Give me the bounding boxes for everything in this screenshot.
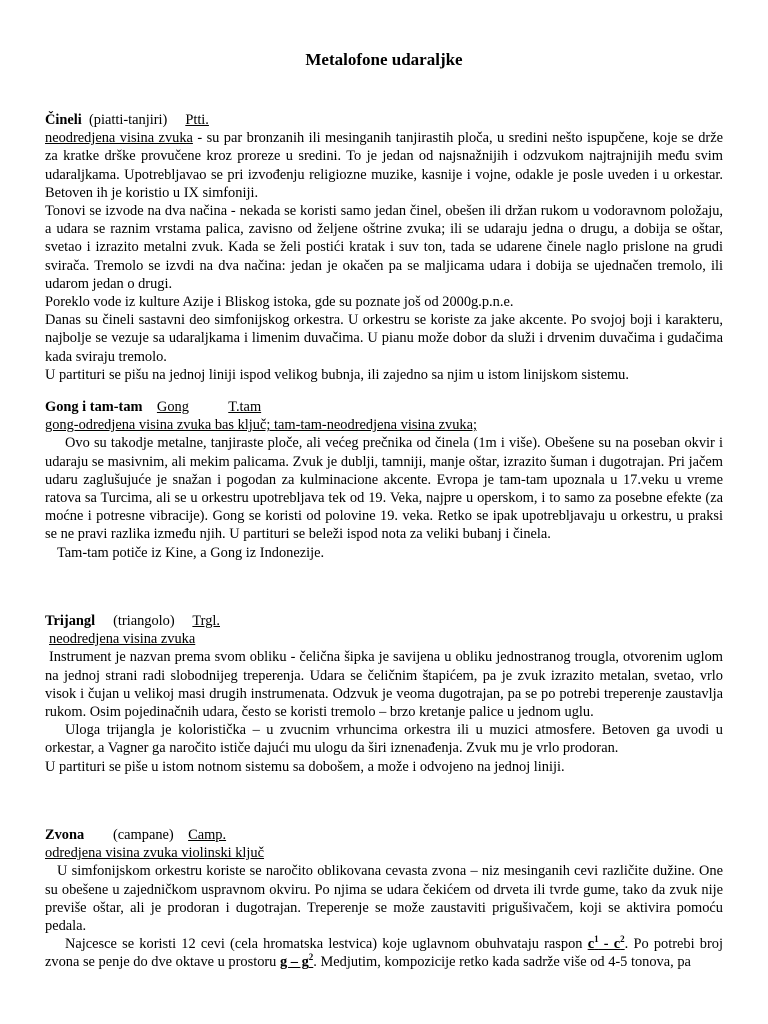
paragraph: neodredjena visina zvuka - su par bronzanih ili mesinganih tanjirastih ploča, u sredini nešto ispupčene, koje se drže za kratke drške provučene kroz proreze u sredini. To je jedan od najsnažnijih i odzvukom najtrajnijih među svim udaraljkama. Upotrebljavao se pri izvođenju religiozne muzike, kasnije i vojne, odakle je posle uveden i u orkestar. Betoven ih je koristio u IX simfoniji. — [45, 130, 723, 201]
section-heading — [45, 826, 723, 844]
section-abbreviation: Gong — [156, 399, 189, 415]
paragraph: U partituri se pišu na jednoj liniji ispod velikog bubnja, ili zajedno sa njim u istom linijskom sistemu. — [45, 366, 629, 383]
section-heading — [45, 398, 723, 416]
section-cineli — [45, 111, 723, 384]
range-from: $c^1 - c^2$ — [587, 934, 625, 953]
section-name: Gong i tam-tam — [45, 399, 143, 415]
paragraph: Uloga trijangla je koloristička – u zvucnim vrhuncima orkestra ili u muzici atmosfere. Betoven ga uvodi u orkestar, a Vagner ga naročito ističe dajući mu ulogu da širi iznenađenja. Zvuk mu je vrlo prodoran. — [45, 722, 723, 757]
section-heading — [45, 612, 723, 630]
page-title: Metalofone udaraljke — [305, 50, 463, 69]
section-abbreviation: Trgl. — [192, 613, 220, 629]
section-name: Trijangl — [45, 613, 96, 629]
section-name: Čineli — [45, 112, 82, 128]
section-gong-tamtam — [45, 398, 723, 562]
section-abbreviation: Camp. — [188, 827, 227, 843]
section-zvona — [45, 826, 723, 972]
paragraph: Najcesce se koristi 12 cevi (cela hromatska lestvica) koje uglavnom obuhvataju raspon $c^1 - c^2$. Po potrebi broj zvona se penje do dve oktave u prostoru g – $g^2$. Medjutim, kompozicije retko kada sadrže više od 4-5 tonova, pa — [45, 934, 723, 971]
pitch-note-line — [45, 630, 723, 648]
pitch-note: gong-odredjena visina zvuka bas ključ; tam-tam-neodredjena visina zvuka; — [45, 417, 477, 434]
paragraph: Danas su čineli sastavni deo simfonijskog orkestra. U orkestru se koriste za jake akcente. Po svojoj boji i karakteru, najbolje se vezuje sa udaraljkama i limenim duvačima. U pianu može dobor da služi i drvenim duvačima i gudačima kada sviraju tremolo. — [45, 312, 723, 365]
range-to: g – $g^2$ — [279, 952, 314, 971]
section-name: Zvona — [45, 827, 85, 843]
section-alt-name: (triangolo) — [113, 613, 175, 629]
section-alt-name: (campane) — [112, 827, 174, 843]
paragraph: Poreklo vode iz kulture Azije i Bliskog istoka, gde su poznate još od 2000g.p.n.e. — [45, 294, 514, 311]
section-alt-name: (piatti-tanjiri) — [88, 112, 168, 128]
paragraph: U partituri se piše u istom notnom sistemu sa dobošem, a može i odvojeno na jednoj liniji. — [45, 758, 565, 775]
pitch-note: neodredjena visina zvuka — [45, 130, 193, 147]
paragraph: Instrument je nazvan prema svom obliku - čelična šipka je savijena u obliku jednostranog trougla, otvorenim uglom na jednoj strani radi slobodnijeg treperenja. Udara se čeličnim štapićem, pa je zvuk izrazito metalan, svetao, vrlo visok i čujan u velikoj masi drugih instrumenata. Odzvuk je veoma dugotrajan, pa se po potrebi treperenje zaustavlja rukom. Osim pojedinačnih udara, često se koristi tremolo – brzo kretanje palice u jednom uglu. — [45, 649, 723, 721]
section-heading — [45, 111, 723, 129]
section-abbreviation: Ptti. — [185, 112, 209, 128]
section-abbreviation: T.tam — [228, 399, 262, 415]
section-trijangl — [45, 612, 723, 776]
paragraph: Ovo su takodje metalne, tanjiraste ploče, ali većeg prečnika od činela (1m i više). Obešene su na poseban okvir i udaraju se masivnim, ali mekim palicama. Zvuk je dublji, tamniji, manje oštar, izrazito šuman i dugotrajan. Pri jačem udaru zaglušujuće je snažan i pogodan za kulminacione akcente. Evropa je tam-tam upoznala u 17.veku u vreme ratova sa Turcima, ali se u orkestru upotrebljava tek od 19. Veka, najpre u operskom, i to samo za posebne efekte (za moćne i potresne vibracije). Gong se koristi od polovine 19. veka. Retko se ipak upotrebljavaju u orkestru, u praksi se ne pravi razlika između njih. U partituri se beleži ispod nota za veliki bubanj i činela. — [45, 435, 723, 543]
paragraph: Tam-tam potiče iz Kine, a Gong iz Indonezije. — [57, 544, 325, 561]
pitch-note: neodredjena visina zvuka — [49, 631, 196, 648]
paragraph: Tonovi se izvode na dva načina - nekada se koristi samo jedan činel, obešen ili držan rukom u vodoravnom položaju, a udara se raznim vrstama palica, zavisno od željene oštrine zvuka; ili se udaraju jedna o drugu, a dobija se oštar, svetao i izrazito metalni zvuk. Kada se želi postići kratak i suv ton, tada se udarene činele naglo prislone na grudi svirača. Tremolo se izvdi na dva načina: jedan je okačen pa se maljicama udara i dobija se ujednačen tremolo, ili udarom jedan o drugi. — [45, 203, 723, 292]
pitch-note: odredjena visina zvuka violinski ključ — [45, 845, 265, 862]
paragraph: U simfonijskom orkestru koriste se naročito oblikovana cevasta zvona – niz mesinganih cevi različite dužine. One su obešene u zajedničkom uspravnom okviru. Po njima se udara čekićem od drveta ili tvrde gume, tako da zvuk nije previše oštar, ali je prodoran i dugotrajan. Treperenje se može zaustaviti prigušivačem, koji se aktivira pomoću pedala. — [45, 863, 723, 935]
